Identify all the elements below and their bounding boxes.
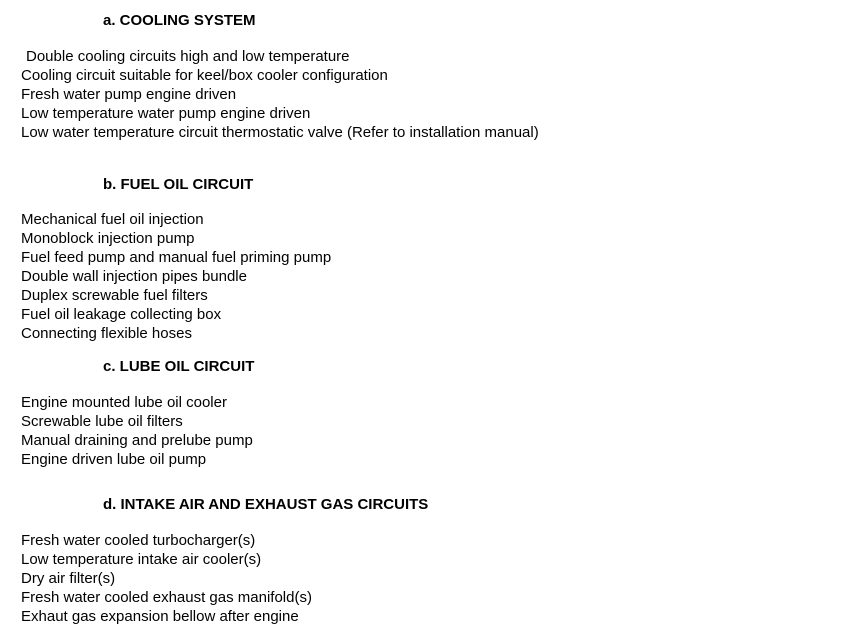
list-item: Engine mounted lube oil cooler <box>21 394 227 411</box>
section-heading: a. COOLING SYSTEM <box>103 12 256 29</box>
list-item: Connecting flexible hoses <box>21 325 192 342</box>
list-item: Double wall injection pipes bundle <box>21 268 247 285</box>
list-item: Fresh water cooled exhaust gas manifold(s) <box>21 589 312 606</box>
list-item: Low temperature water pump engine driven <box>21 105 311 122</box>
list-item: Fuel feed pump and manual fuel priming pump <box>21 249 332 266</box>
list-item: Double cooling circuits high and low temperature <box>26 48 350 65</box>
item-list <box>21 47 539 142</box>
list-item: Duplex screwable fuel filters <box>21 287 208 304</box>
item-list <box>21 210 331 343</box>
list-item: Exhaut gas expansion bellow after engine <box>21 608 299 625</box>
list-item: Engine driven lube oil pump <box>21 451 207 468</box>
list-item: Monoblock injection pump <box>21 230 195 247</box>
list-item: Fresh water cooled turbocharger(s) <box>21 532 256 549</box>
list-item: Low temperature intake air cooler(s) <box>21 551 262 568</box>
list-item: Low water temperature circuit thermostatic valve (Refer to installation manual) <box>21 124 539 141</box>
list-item: Dry air filter(s) <box>21 570 116 587</box>
section-heading: b. FUEL OIL CIRCUIT <box>103 176 254 193</box>
list-item: Mechanical fuel oil injection <box>21 211 204 228</box>
list-item: Manual draining and prelube pump <box>21 432 253 449</box>
item-list <box>21 393 253 469</box>
list-item: Fresh water pump engine driven <box>21 86 237 103</box>
section-heading: c. LUBE OIL CIRCUIT <box>103 358 255 375</box>
list-item: Screwable lube oil filters <box>21 413 183 430</box>
list-item: Cooling circuit suitable for keel/box cooler configuration <box>21 67 388 84</box>
list-item: Fuel oil leakage collecting box <box>21 306 222 323</box>
section-heading: d. INTAKE AIR AND EXHAUST GAS CIRCUITS <box>103 496 429 513</box>
item-list <box>21 531 312 626</box>
